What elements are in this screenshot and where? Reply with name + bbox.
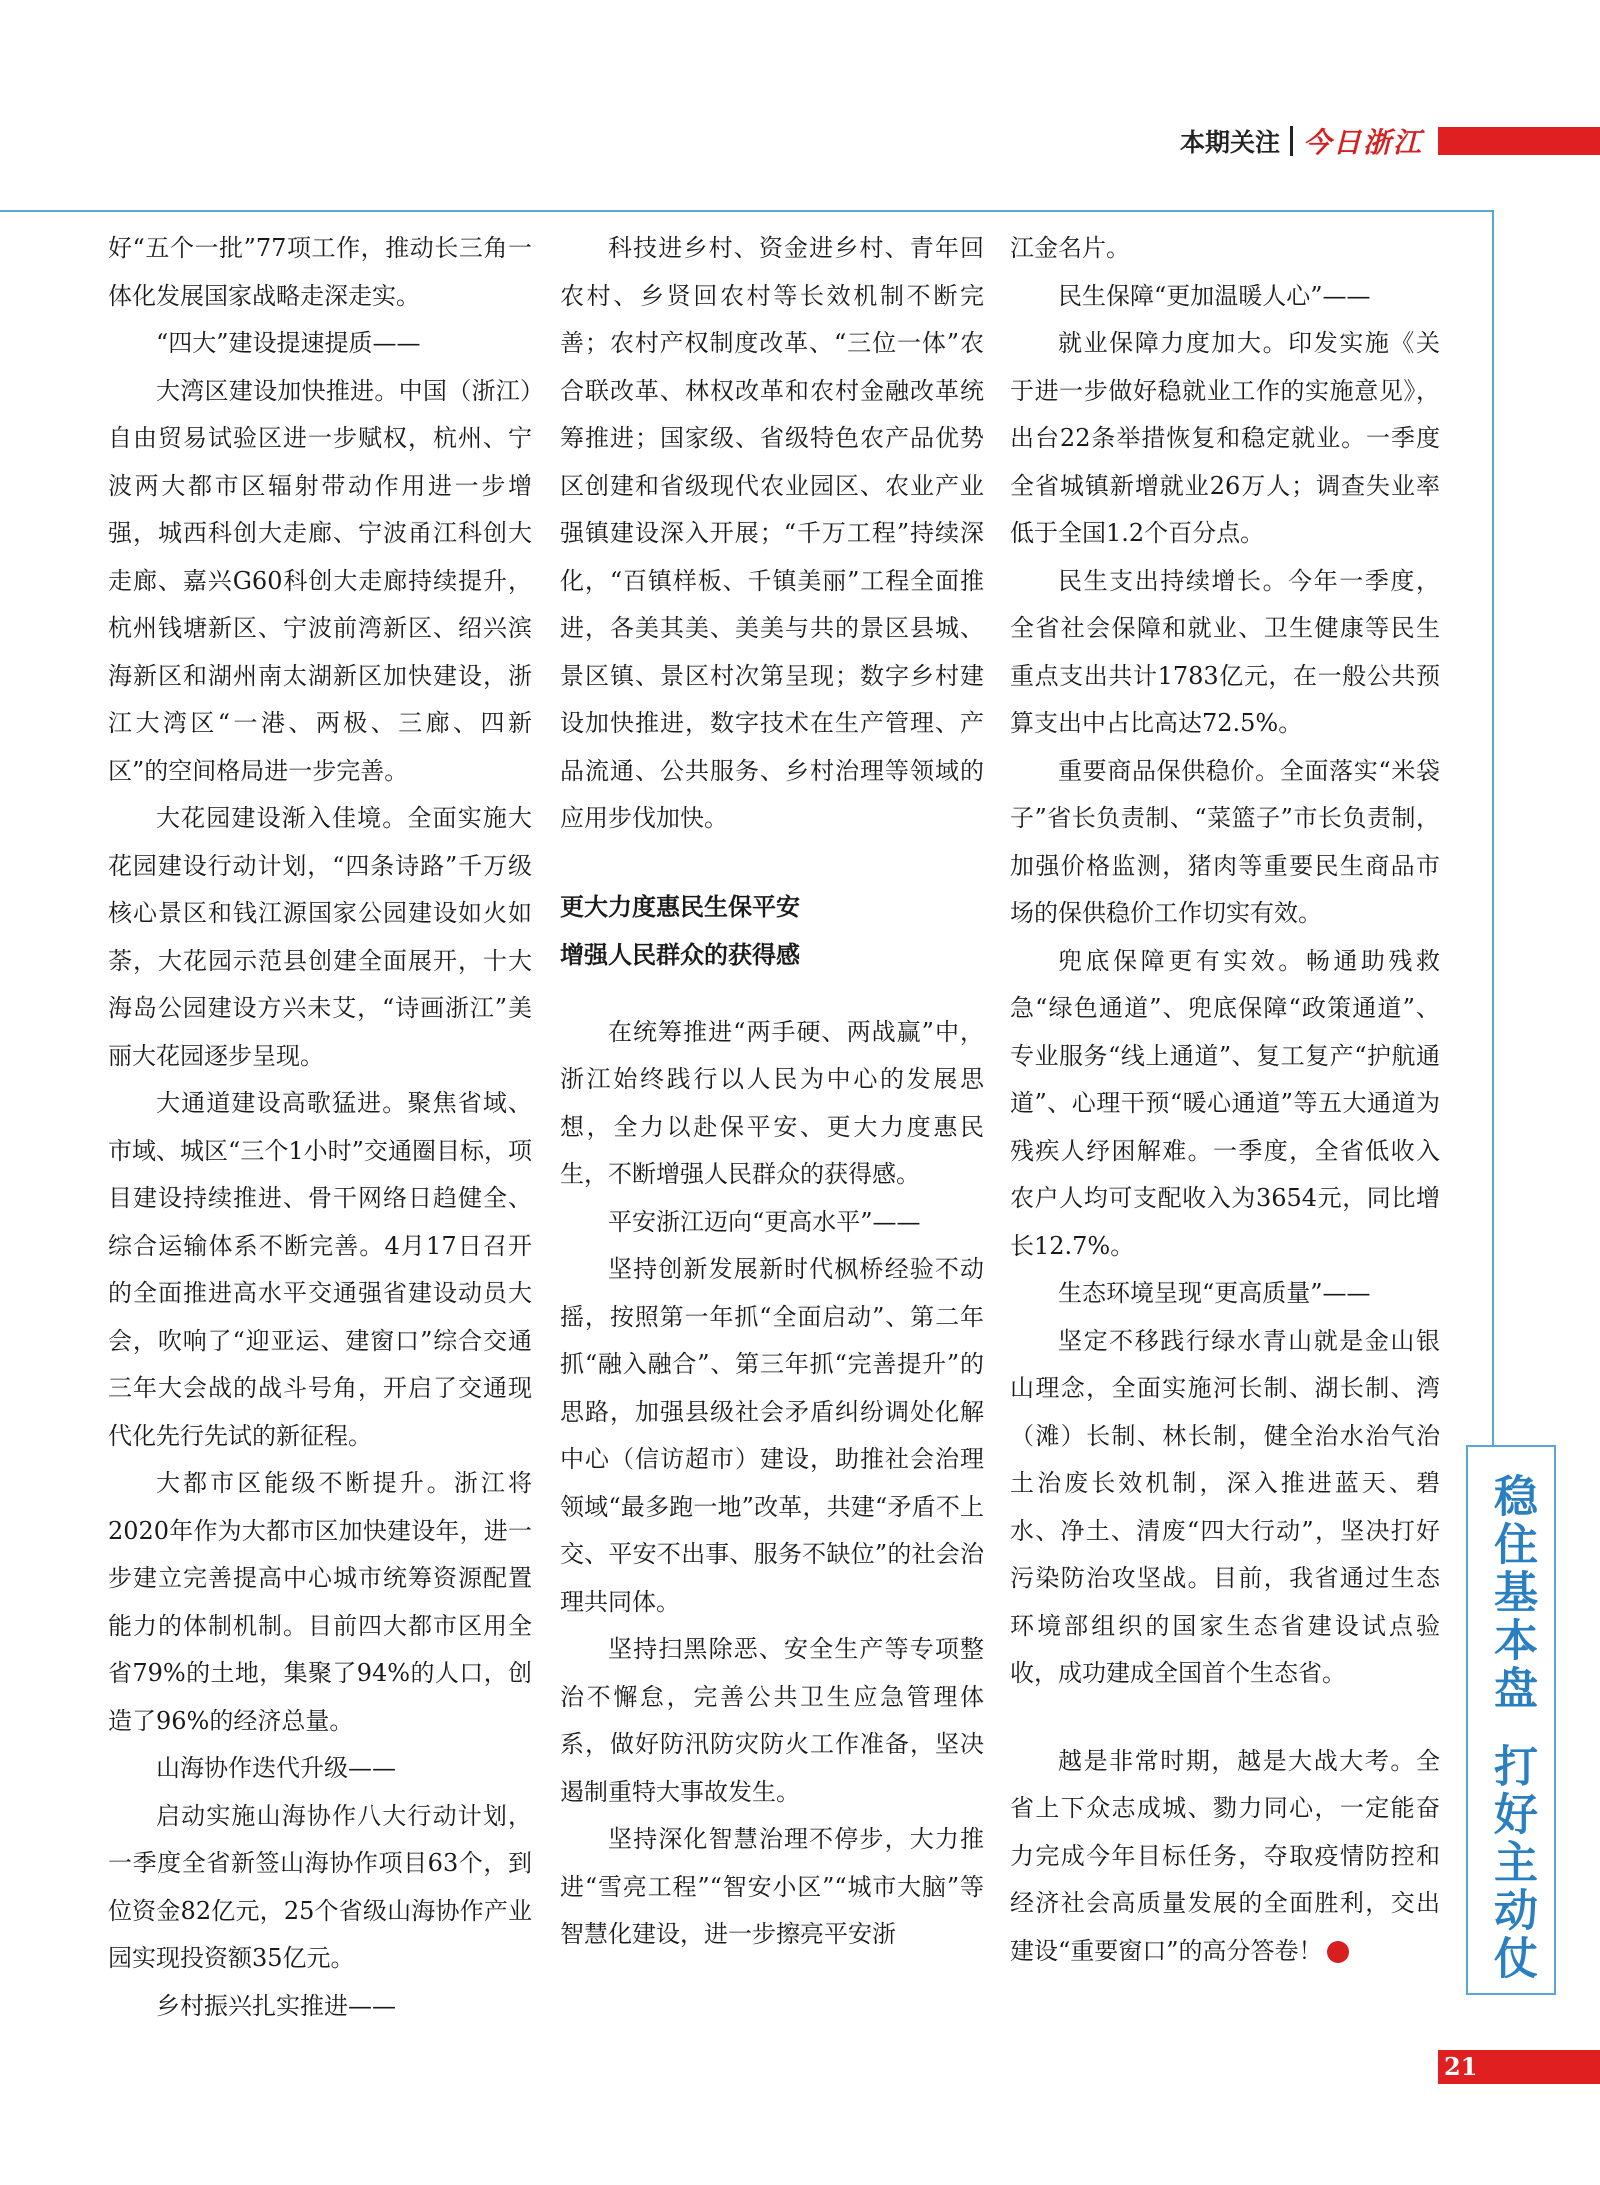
subheading: 生态环境呈现“更高质量”—— (1058, 1279, 1371, 1307)
paragraph: 坚持深化智慧治理不停步，大力推进“雪亮工程”“智安小区”“城市大脑”等智慧化建设，进一步擦亮平安浙 (560, 1825, 984, 1948)
side-title-line-1: 稳住基本盘 (1486, 1473, 1537, 1713)
spacer (1010, 1698, 1440, 1738)
section-heading-line-1: 更大力度惠民生保平安 (560, 892, 800, 921)
paragraph: 重要商品保供稳价。全面落实“米袋子”省长负责制、“菜篮子”市长负责制，加强价格监测，猪肉等重要民生商品市场的保供稳价工作切实有效。 (1010, 756, 1440, 927)
paragraph: 大花园建设渐入佳境。全面实施大花园建设行动计划，“四条诗路”千万级核心景区和钱江源国家公园建设如火如荼，大花园示范县创建全面展开，十大海岛公园建设方兴未艾，“诗画浙江”美丽大花园逐步呈现。 (108, 804, 532, 1070)
section-heading (560, 883, 984, 979)
paragraph: 就业保障力度加大。印发实施《关于进一步做好稳就业工作的实施意见》，出台22条举措恢复和稳定就业。一季度全省城镇新增就业26万人；调查失业率低于全国1.2个百分点。 (1010, 329, 1440, 547)
subheading: 乡村振兴扎实推进—— (156, 1991, 396, 2020)
frame-right-line (1492, 210, 1494, 1448)
paragraph: 坚持扫黑除恶、安全生产等专项整治不懈怠，完善公共卫生应急管理体系，做好防汛防灾防火工作准备，坚决遏制重特大事故发生。 (560, 1635, 984, 1806)
page-number: 21 (1444, 2052, 1478, 2081)
closing-paragraph (1010, 1738, 1440, 1976)
column-2 (560, 225, 984, 1959)
page-header (1180, 122, 1423, 160)
column-3 (1010, 225, 1440, 1975)
paragraph: 江金名片。 (1010, 234, 1130, 262)
subheading: 平安浙江迈向“更高水平”—— (608, 1207, 921, 1236)
paragraph: 坚持创新发展新时代枫桥经验不动摇，按照第一年抓“全面启动”、第二年抓“融入融合”、第三年抓“完善提升”的思路，加强县级社会矛盾纠纷调处化解中心（信访超市）建设，助推社会治理领域“最多跑一地”改革，共建“矛盾不上交、平安不出事、服务不缺位”的社会治理共同体。 (560, 1255, 984, 1616)
section-heading-line-2: 增强人民群众的获得感 (560, 940, 800, 969)
header-divider (1290, 126, 1293, 156)
paragraph: 大通道建设高歌猛进。聚焦省域、市域、城区“三个1小时”交通圈目标，项目建设持续推进、骨干网络日趋健全、综合运输体系不断完善。4月17日召开的全面推进高水平交通强省建设动员大会，吹响了“迎亚运、建窗口”综合交通三年大会战的战斗号角，开启了交通现代化先行先试的新征程。 (108, 1089, 532, 1450)
paragraph: 在统筹推进“两手硬、两战赢”中，浙江始终践行以人民为中心的发展思想，全力以赴保平安、更大力度惠民生，不断增强人民群众的获得感。 (560, 1017, 984, 1188)
subheading: 山海协作迭代升级—— (156, 1754, 396, 1782)
side-title (1479, 1473, 1543, 1983)
frame-top-line (0, 210, 1494, 212)
side-title-box (1466, 1445, 1556, 1995)
section-label: 本期关注 (1180, 128, 1281, 157)
end-mark-icon (1327, 1941, 1349, 1963)
paragraph: 好“五个一批”77项工作，推动长三角一体化发展国家战略走深走实。 (108, 234, 532, 310)
paragraph: 科技进乡村、资金进乡村、青年回农村、乡贤回农村等长效机制不断完善；农村产权制度改革、“三位一体”农合联改革、林权改革和农村金融改革统筹推进；国家级、省级特色农产品优势区创建和省级现代农业园区、农业产业强镇建设深入开展；“千万工程”持续深化，“百镇样板、千镇美丽”工程全面推进，各美其美、美美与共的景区县城、景区镇、景区村次第呈现；数字乡村建设加快推进，数字技术在生产管理、产品流通、公共服务、乡村治理等领域的应用步伐加快。 (560, 234, 984, 832)
column-1 (108, 225, 532, 2030)
side-title-line-2: 打好主动仗 (1486, 1743, 1537, 1983)
paragraph: 民生支出持续增长。今年一季度，全省社会保障和就业、卫生健康等民生重点支出共计1783亿元，在一般公共预算支出中占比高达72.5%。 (1010, 566, 1440, 737)
paragraph: 坚定不移践行绿水青山就是金山银山理念，全面实施河长制、湖长制、湾（滩）长制、林长制，健全治水治气治土治废长效机制，深入推进蓝天、碧水、净土、清废“四大行动”，坚决打好污染防治攻坚战。目前，我省通过生态环境部组织的国家生态省建设试点验收，成功建成全国首个生态省。 (1010, 1326, 1440, 1687)
header-red-bar (1438, 127, 1600, 155)
subheading: “四大”建设提速提质—— (156, 329, 421, 357)
paragraph: 大湾区建设加快推进。中国（浙江）自由贸易试验区进一步赋权，杭州、宁波两大都市区辐射带动作用进一步增强，城西科创大走廊、宁波甬江科创大走廊、嘉兴G60科创大走廊持续提升，杭州钱塘新区、宁波前湾新区、绍兴滨海新区和湖州南太湖新区加快建设，浙江大湾区“一港、两极、三廊、四新区”的空间格局进一步完善。 (108, 376, 532, 785)
subheading: 民生保障“更加温暖人心”—— (1058, 281, 1371, 310)
paragraph: 启动实施山海协作八大行动计划，一季度全省新签山海协作项目63个，到位资金82亿元，25个省级山海协作产业园实现投资额35亿元。 (108, 1801, 532, 1972)
magazine-logo: 今日浙江 (1303, 126, 1424, 159)
paragraph: 兜底保障更有实效。畅通助残救急“绿色通道”、兜底保障“政策通道”、专业服务“线上通道”、复工复产“护航通道”、心理干预“暖心通道”等五大通道为残疾人纾困解难。一季度，全省低收入农户人均可支配收入为3654元，同比增长12.7%。 (1010, 946, 1440, 1260)
closing-text: 越是非常时期，越是大战大考。全省上下众志成城、勠力同心，一定能奋力完成今年目标任务，夺取疫情防控和经济社会高质量发展的全面胜利，交出建设“重要窗口”的高分答卷！ (1010, 1746, 1440, 1965)
paragraph: 大都市区能级不断提升。浙江将2020年作为大都市区加快建设年，进一步建立完善提高中心城市统筹资源配置能力的体制机制。目前四大都市区用全省79%的土地，集聚了94%的人口，创造了96%的经济总量。 (108, 1469, 532, 1735)
